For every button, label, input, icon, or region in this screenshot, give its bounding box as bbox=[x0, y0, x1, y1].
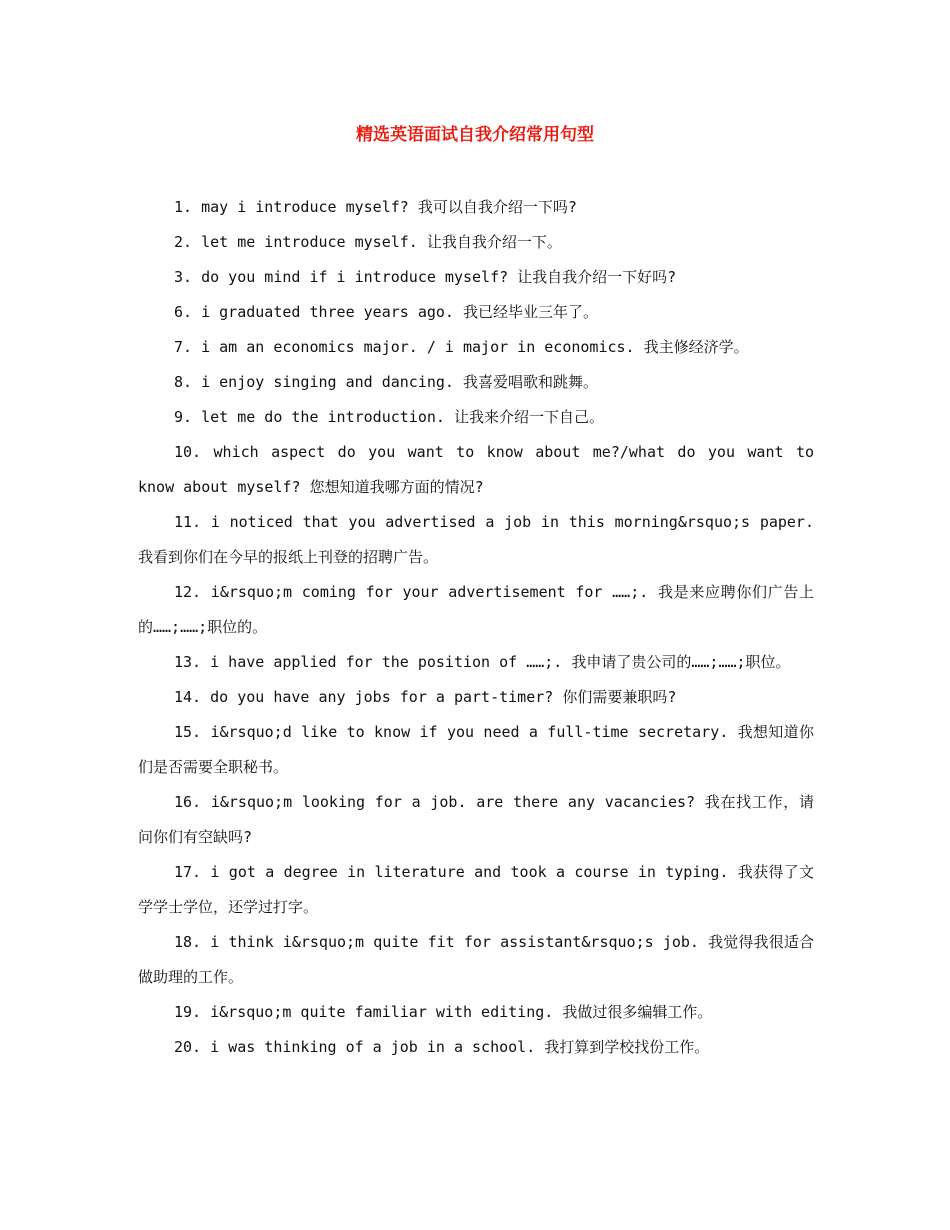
sentence-item: 3. do you mind if i introduce myself? 让我自我介绍一下好吗? bbox=[174, 268, 677, 286]
document-title: 精选英语面试自我介绍常用句型 bbox=[356, 125, 594, 145]
sentence-item: 12. i&rsquo;m coming for your advertisement for ……;. 我是来应聘你们广告上的……;……;职位的。 bbox=[138, 583, 814, 636]
sentence-item: 18. i think i&rsquo;m quite fit for assistant&rsquo;s job. 我觉得我很适合做助理的工作。 bbox=[138, 933, 814, 986]
sentence-item: 2. let me introduce myself. 让我自我介绍一下。 bbox=[174, 233, 562, 251]
sentence-item: 15. i&rsquo;d like to know if you need a full-time secretary. 我想知道你们是否需要全职秘书。 bbox=[138, 723, 814, 776]
document-body bbox=[138, 190, 814, 1065]
sentence-item: 11. i noticed that you advertised a job in this morning&rsquo;s paper.我看到你们在今早的报纸上刊登的招聘广告。 bbox=[138, 513, 814, 566]
sentence-item: 13. i have applied for the position of ……;. 我申请了贵公司的……;……;职位。 bbox=[174, 653, 791, 671]
sentence-item: 8. i enjoy singing and dancing. 我喜爱唱歌和跳舞。 bbox=[174, 373, 598, 391]
sentence-item: 7. i am an economics major. / i major in economics. 我主修经济学。 bbox=[174, 338, 749, 356]
sentence-item: 10. which aspect do you want to know about me?/what do you want to know about myself? 您想知道我哪方面的情况? bbox=[138, 443, 814, 496]
sentence-item: 20. i was thinking of a job in a school. 我打算到学校找份工作。 bbox=[174, 1038, 710, 1056]
sentence-item: 19. i&rsquo;m quite familiar with editing. 我做过很多编辑工作。 bbox=[174, 1003, 713, 1021]
sentence-item: 9. let me do the introduction. 让我来介绍一下自己。 bbox=[174, 408, 604, 426]
sentence-item: 14. do you have any jobs for a part-timer? 你们需要兼职吗? bbox=[174, 688, 677, 706]
sentence-item: 6. i graduated three years ago. 我已经毕业三年了。 bbox=[174, 303, 598, 321]
sentence-item: 16. i&rsquo;m looking for a job. are there any vacancies? 我在找工作，请问你们有空缺吗? bbox=[138, 793, 814, 846]
sentence-item: 1. may i introduce myself? 我可以自我介绍一下吗? bbox=[174, 198, 577, 216]
sentence-item: 17. i got a degree in literature and took a course in typing. 我获得了文学学士学位，还学过打字。 bbox=[138, 863, 814, 916]
